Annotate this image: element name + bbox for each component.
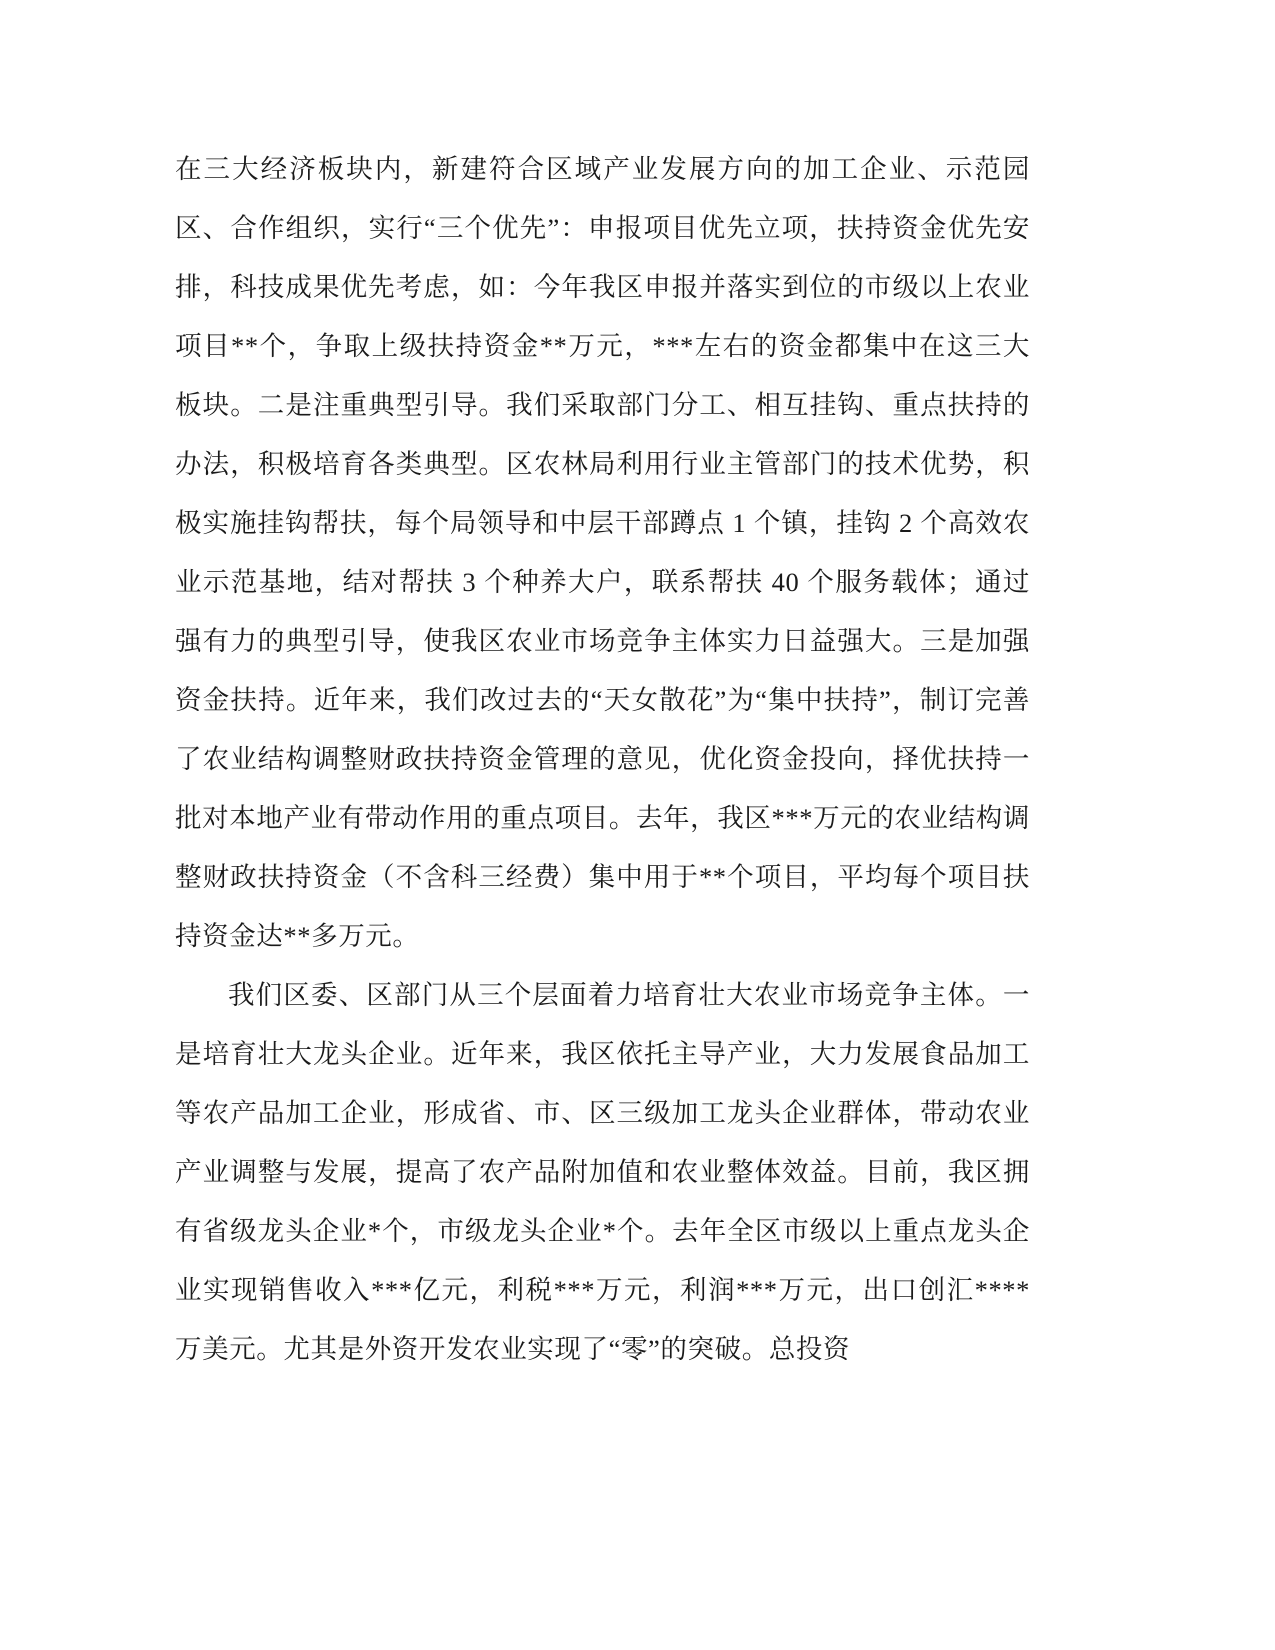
paragraph: 我们区委、区部门从三个层面着力培育壮大农业市场竞争主体。一是培育壮大龙头企业。近年来，我区依托主导产业，大力发展食品加工等农产品加工企业，形成省、市、区三级加工龙头企业群体，带动农业产业调整与发展，提高了农产品附加值和农业整体效益。目前，我区拥有省级龙头企业*个，市级龙头企业*个。去年全区市级以上重点龙头企业实现销售收入***亿元，利税***万元，利润***万元，出口创汇****万美元。尤其是外资开发农业实现了“零”的突破。总投资 bbox=[175, 980, 1030, 1364]
paragraph: 在三大经济板块内，新建符合区域产业发展方向的加工企业、示范园区、合作组织，实行“三个优先”：申报项目优先立项，扶持资金优先安排，科技成果优先考虑，如：今年我区申报并落实到位的市级以上农业项目**个，争取上级扶持资金**万元，***左右的资金都集中在这三大板块。二是注重典型引导。我们采取部门分工、相互挂钩、重点扶持的办法，积极培育各类典型。区农林局利用行业主管部门的技术优势，积极实施挂钩帮扶，每个局领导和中层干部蹲点 1 个镇，挂钩 2 个高效农业示范基地，结对帮扶 3 个种养大户，联系帮扶 40 个服务载体；通过强有力的典型引导，使我区农业市场竞争主体实力日益强大。三是加强资金扶持。近年来，我们改过去的“天女散花”为“集中扶持”，制订完善了农业结构调整财政扶持资金管理的意见，优化资金投向，择优扶持一批对本地产业有带动作用的重点项目。去年，我区***万元的农业结构调整财政扶持资金（不含科三经费）集中用于**个项目，平均每个项目扶持资金达**多万元。 bbox=[175, 154, 1030, 951]
document-body bbox=[175, 140, 1030, 1379]
